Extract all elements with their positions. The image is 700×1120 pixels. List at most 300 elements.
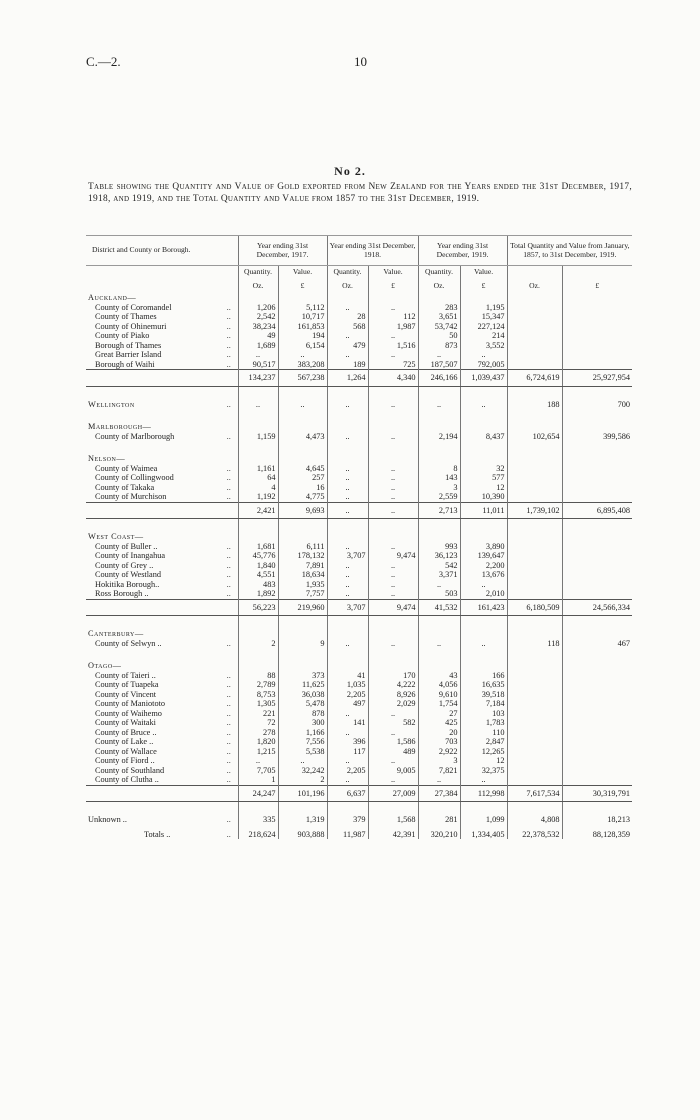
value-cell: 4,551 [238,570,278,580]
value-cell: 16 [278,483,327,493]
leader-dots: .. [226,756,231,765]
value-cell: .. [460,350,507,360]
col-value: Value. [368,266,418,280]
value-cell: 383,208 [278,360,327,370]
value-cell: .. [368,728,418,738]
row-label: Wellington [88,399,135,409]
value-cell: 2,010 [460,589,507,599]
col-value: Value. [460,266,507,280]
value-cell: 399,586 [562,432,632,442]
value-cell: 246,166 [418,370,460,387]
value-cell: 90,517 [238,360,278,370]
value-cell [507,303,562,313]
col-quantity: Quantity. [238,266,278,280]
value-cell [507,680,562,690]
leader-dots: .. [226,340,231,350]
section-row [86,400,632,410]
unit-oz: Oz. [327,280,368,294]
table-row [86,775,632,785]
value-cell: 3,552 [460,341,507,351]
value-cell: 5,538 [278,747,327,757]
value-cell: 1,161 [238,464,278,474]
table-row [86,561,632,571]
value-cell: 112 [368,312,418,322]
spacer-row [86,409,632,422]
leader-dots: .. [226,541,231,551]
value-cell: .. [327,580,368,590]
value-cell: 4,056 [418,680,460,690]
value-cell: .. [418,350,460,360]
value-cell [507,542,562,552]
leader-dots: .. [226,689,231,699]
value-cell: 373 [278,671,327,681]
value-cell [562,542,632,552]
value-cell: 5,112 [278,303,327,313]
table-row [86,350,632,360]
value-cell: 1,987 [368,322,418,332]
value-cell: 483 [238,580,278,590]
value-cell: 25,927,954 [562,370,632,387]
row-label: Borough of Thames [95,340,162,350]
value-cell [507,341,562,351]
table-row [86,483,632,493]
value-cell: 300 [278,718,327,728]
value-cell: .. [327,350,368,360]
value-cell: 396 [327,737,368,747]
row-label: County of Waimea [95,463,158,473]
value-cell [507,331,562,341]
value-cell: 2,194 [418,432,460,442]
row-label: County of Clutha .. [95,775,159,784]
value-cell: 1,206 [238,303,278,313]
value-cell: 189 [327,360,368,370]
value-cell: 38,234 [238,322,278,332]
value-cell: 134,237 [238,370,278,387]
value-cell: 101,196 [278,785,327,802]
totals-row [86,825,632,840]
value-cell: .. [327,303,368,313]
unit-oz: Oz. [507,280,562,294]
value-cell [562,360,632,370]
leader-dots: .. [226,829,231,839]
value-cell [327,293,368,303]
value-cell: 878 [278,709,327,719]
leader-dots: .. [226,746,231,756]
value-cell [418,293,460,303]
value-cell: 43 [418,671,460,681]
unit-pound: £ [460,280,507,294]
leader-dots [220,599,238,616]
value-cell [562,699,632,709]
value-cell [327,422,368,432]
section-heading-row [86,293,632,303]
row-label: County of Fiord .. [95,756,155,765]
col-quantity: Quantity. [418,266,460,280]
leader-dots: .. [226,473,231,482]
value-cell: 36,123 [418,551,460,561]
value-cell: 7,891 [278,561,327,571]
value-cell [507,709,562,719]
table-row [86,432,632,442]
value-cell: 2,713 [418,502,460,519]
value-cell [507,350,562,360]
value-cell: 2,421 [238,502,278,519]
value-cell: 178,132 [278,551,327,561]
value-cell [562,766,632,776]
row-label: County of Waitaki [95,718,156,727]
value-cell: 88 [238,671,278,681]
value-cell [562,671,632,681]
value-cell: 1,840 [238,561,278,571]
table-row [86,639,632,649]
value-cell: .. [238,350,278,360]
value-cell: .. [368,561,418,571]
leader-dots: .. [226,482,231,492]
value-cell: .. [368,589,418,599]
row-label: Hokitika Borough.. [95,579,160,589]
leader-dots: .. [226,638,231,648]
value-cell: 1,516 [368,341,418,351]
value-cell [507,737,562,747]
value-cell: 194 [278,331,327,341]
leader-dots: .. [226,579,231,589]
value-cell [238,532,278,542]
row-label: Ross Borough .. [95,589,149,598]
value-cell: 41 [327,671,368,681]
value-cell: 6,111 [278,542,327,552]
table-row [86,360,632,370]
value-cell: 9,474 [368,551,418,561]
value-cell [507,580,562,590]
value-cell [562,312,632,322]
value-cell: .. [327,432,368,442]
value-cell: 3,707 [327,551,368,561]
table-row [86,570,632,580]
value-cell: 703 [418,737,460,747]
value-cell: .. [368,473,418,483]
value-cell: 18,634 [278,570,327,580]
value-cell [507,671,562,681]
row-label: County of Tuapeka [95,680,159,689]
value-cell: .. [368,709,418,719]
value-cell [507,551,562,561]
value-cell: 88,128,359 [562,825,632,840]
value-cell: 110 [460,728,507,738]
value-cell: 1,215 [238,747,278,757]
value-cell: 425 [418,718,460,728]
value-cell: .. [368,756,418,766]
value-cell: 7,705 [238,766,278,776]
value-cell: 8 [418,464,460,474]
row-label [86,785,220,802]
value-cell: 9,610 [418,690,460,700]
value-cell: .. [327,464,368,474]
col-quantity: Quantity. [327,266,368,280]
value-cell [507,422,562,432]
value-cell: 1,820 [238,737,278,747]
value-cell: 903,888 [278,825,327,840]
table-row [86,737,632,747]
value-cell: 24,566,334 [562,599,632,616]
subtotal-row [86,370,632,387]
value-cell: .. [460,400,507,410]
value-cell: 1,935 [278,580,327,590]
value-cell: 7,617,534 [507,785,562,802]
table-row [86,322,632,332]
value-cell: 118 [507,639,562,649]
row-label: County of Vincent [95,689,157,699]
value-cell [418,629,460,639]
leader-dots: .. [226,765,231,775]
value-cell: 4,222 [368,680,418,690]
value-cell: 143 [418,473,460,483]
value-cell: 1,754 [418,699,460,709]
row-label: County of Westland [95,570,162,579]
table-row [86,542,632,552]
value-cell [368,661,418,671]
value-cell [507,718,562,728]
value-cell: 32 [460,464,507,474]
section-heading: Nelson— [88,454,126,463]
value-cell: 41,532 [418,599,460,616]
value-cell: 20 [418,728,460,738]
value-cell [562,350,632,360]
table-row [86,464,632,474]
leader-dots: .. [226,302,231,312]
value-cell: 27,384 [418,785,460,802]
leader-dots: .. [226,463,231,473]
value-cell: .. [418,400,460,410]
value-cell: .. [460,580,507,590]
value-cell: .. [418,580,460,590]
value-cell: 8,753 [238,690,278,700]
row-label: County of Thames [95,312,157,321]
value-cell: 1,039,437 [460,370,507,387]
table-row [86,756,632,766]
value-cell: 467 [562,639,632,649]
value-cell: 4,645 [278,464,327,474]
value-cell: .. [368,483,418,493]
value-cell: .. [327,561,368,571]
value-cell: 42,391 [368,825,418,840]
leader-dots: .. [226,737,231,746]
row-label: County of Collingwood [95,473,174,482]
table-row [86,551,632,561]
value-cell: 218,624 [238,825,278,840]
value-cell: 4,340 [368,370,418,387]
value-cell [562,341,632,351]
leader-dots [220,502,238,519]
value-cell [562,629,632,639]
section-heading-row [86,454,632,464]
value-cell: .. [368,400,418,410]
value-cell [562,728,632,738]
value-cell: .. [368,580,418,590]
table-title: Table showing the Quantity and Value of Gold exported from New Zealand for the Years ended the 31st December, 1917, 1918, and 1919, and the Total Quantity and Value from 1857 to the 31st December, 1919. [88,182,632,204]
table-row [86,718,632,728]
value-cell: .. [238,400,278,410]
value-cell [238,293,278,303]
value-cell: 141 [327,718,368,728]
section-heading-row [86,661,632,671]
leader-dots: .. [226,589,231,598]
leader-dots: .. [226,312,231,321]
value-cell: 1,264 [327,370,368,387]
value-cell [418,661,460,671]
value-cell [562,709,632,719]
value-cell: .. [327,492,368,502]
leader-dots [220,785,238,802]
value-cell: 2 [278,775,327,785]
value-cell [460,629,507,639]
leader-dots: .. [226,680,231,689]
unit-oz: Oz. [238,280,278,294]
table-row [86,728,632,738]
value-cell: 9 [278,639,327,649]
value-cell: .. [278,400,327,410]
value-cell: 257 [278,473,327,483]
value-cell [562,331,632,341]
value-cell: 700 [562,400,632,410]
value-cell [507,322,562,332]
unit-pound: £ [278,280,327,294]
table-row [86,341,632,351]
header-1917: Year ending 31st December, 1917. [238,236,327,266]
value-cell: 9,005 [368,766,418,776]
value-cell: .. [418,775,460,785]
value-cell: .. [327,331,368,341]
value-cell: .. [368,350,418,360]
value-cell [507,775,562,785]
section-heading: West Coast— [88,532,144,541]
row-label [86,599,220,616]
value-cell: 8,437 [460,432,507,442]
value-cell: 278 [238,728,278,738]
value-cell: 993 [418,542,460,552]
table-row [86,589,632,599]
leader-dots: .. [226,560,231,570]
value-cell: 2,789 [238,680,278,690]
value-cell [562,492,632,502]
value-cell [278,661,327,671]
value-cell: 3,651 [418,312,460,322]
value-cell [368,454,418,464]
value-cell: 27 [418,709,460,719]
table-row [86,312,632,322]
value-cell: 1,305 [238,699,278,709]
value-cell [507,661,562,671]
value-cell: 10,390 [460,492,507,502]
value-cell [507,756,562,766]
value-cell [562,454,632,464]
value-cell: 1,192 [238,492,278,502]
value-cell [327,661,368,671]
spacer-row [86,802,632,816]
value-cell: 1,195 [460,303,507,313]
value-cell: .. [327,775,368,785]
table-number: No 2. [334,164,366,178]
subtotal-row [86,599,632,616]
value-cell: 12 [460,756,507,766]
value-cell [368,293,418,303]
value-cell [238,422,278,432]
row-label [86,370,220,387]
row-label: County of Bruce .. [95,727,157,737]
value-cell [327,629,368,639]
row-label: County of Takaka [95,482,155,492]
value-cell [418,454,460,464]
header-total: Total Quantity and Value from January, 1857, to 31st December, 1919. [507,236,632,266]
value-cell: 7,556 [278,737,327,747]
value-cell [507,464,562,474]
table-body [86,293,632,839]
value-cell: 503 [418,589,460,599]
value-cell: 10,717 [278,312,327,322]
value-cell: 4,775 [278,492,327,502]
value-cell [368,629,418,639]
unknown-row [86,815,632,825]
value-cell: 24,247 [238,785,278,802]
leader-dots [220,370,238,387]
value-cell [562,690,632,700]
row-label: County of Piako [95,331,150,340]
value-cell: 1,689 [238,341,278,351]
value-cell: 2,847 [460,737,507,747]
value-cell: 4,808 [507,815,562,825]
value-cell: 3,890 [460,542,507,552]
value-cell [460,454,507,464]
value-cell: 11,011 [460,502,507,519]
leader-dots: .. [226,815,231,824]
value-cell [507,483,562,493]
value-cell: 2,205 [327,766,368,776]
value-cell [278,454,327,464]
value-cell: 15,347 [460,312,507,322]
row-label: County of Selwyn .. [95,638,162,648]
section-heading: Canterbury— [88,629,144,638]
value-cell: 161,853 [278,322,327,332]
value-cell: 6,637 [327,785,368,802]
table-row [86,473,632,483]
value-cell [460,661,507,671]
leader-dots: .. [226,775,231,784]
value-cell [327,454,368,464]
header-district: District and County or Borough. [86,236,238,266]
value-cell: .. [327,483,368,493]
value-cell: .. [368,542,418,552]
value-cell [562,747,632,757]
table-row [86,709,632,719]
value-cell: 1,334,405 [460,825,507,840]
value-cell: .. [327,639,368,649]
value-cell: 6,895,408 [562,502,632,519]
table-header [86,236,632,294]
leader-dots: .. [226,670,231,680]
value-cell: 3,371 [418,570,460,580]
gold-export-table [86,235,632,839]
value-cell: 3 [418,756,460,766]
value-cell: .. [327,542,368,552]
value-cell: 103 [460,709,507,719]
value-cell [327,532,368,542]
value-cell [507,629,562,639]
table-row [86,766,632,776]
leader-dots: .. [226,359,231,369]
value-cell [562,718,632,728]
value-cell: 18,213 [562,815,632,825]
value-cell: 170 [368,671,418,681]
value-cell: 9,693 [278,502,327,519]
